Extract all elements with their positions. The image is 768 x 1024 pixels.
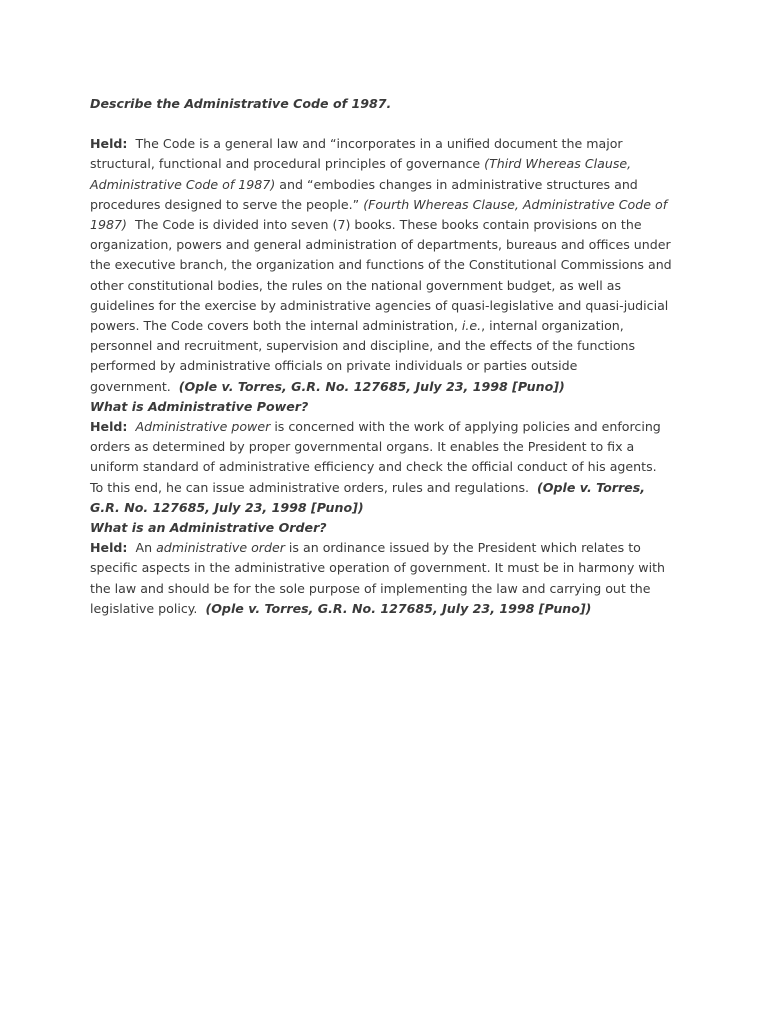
answer-2-text: To this end, he can issue administrative orders, rules and regulations. [90,479,530,495]
answer-1-line-4 [90,195,680,215]
answer-2-line-4 [90,478,680,498]
question-1-heading: Describe the Administrative Code of 1987. [90,96,392,111]
citation: (Fourth Whereas Clause, Administrative Code of [363,196,668,212]
held-label: Held: [90,419,128,435]
answer-2-line-3: uniform standard of administrative efficiency and check the official conduct of his agents. [90,459,657,475]
latin-abbrev: i.e. [461,318,482,334]
answer-3-text: legislative policy. [90,600,198,616]
case-citation: (Ople v. Torres, G.R. No. 127685, July 23, 1998 [Puno]) [205,600,592,616]
citation: Administrative Code of 1987) [90,176,276,192]
answer-1-line-12: performed by administrative officials on private individuals or parties outside [90,358,578,374]
defined-term: administrative order [156,540,285,556]
case-citation: (Ople v. Torres, G.R. No. 127685, July 23, 1998 [Puno]) [178,378,565,394]
answer-1-text: The Code is a general law and “incorporates in a unified document the major [135,136,623,152]
answer-1-text: structural, functional and procedural principles of governance [90,156,481,172]
answer-3-text: is an ordinance issued by the President which relates to [288,540,641,556]
paragraph-gap [90,114,680,134]
answer-1-text: The Code is divided into seven (7) books. These books contain provisions on the [134,217,642,233]
answer-2-line-5: G.R. No. 127685, July 23, 1998 [Puno]) [90,499,364,515]
answer-1-line-5 [90,215,680,235]
citation: (Third Whereas Clause, [484,156,632,172]
answer-1-line-7: the executive branch, the organization and functions of the Constitutional Commissions and [90,257,672,273]
answer-1-line-11: personnel and recruitment, supervision and discipline, and the effects of the functions [90,338,636,354]
answer-1-line-13 [90,377,680,397]
answer-1-line-9: guidelines for the exercise by administrative agencies of quasi-legislative and quasi-judicial [90,297,669,313]
held-label: Held: [90,136,128,152]
answer-1-text: , internal organization, [481,318,624,334]
answer-1-text: and “embodies changes in administrative structures and [279,176,638,192]
held-label: Held: [90,540,128,556]
document-page [90,94,680,619]
answer-1-line-1 [90,134,680,154]
answer-1-line-3 [90,175,680,195]
case-citation: (Ople v. Torres, [537,479,645,495]
answer-3-line-2: specific aspects in the administrative operation of government. It must be in harmony with [90,560,665,576]
answer-3-line-4 [90,599,680,619]
answer-1-line-2 [90,154,680,174]
answer-2-line-2: orders as determined by proper governmental organs. It enables the President to fix a [90,439,635,455]
answer-2-line-1 [90,417,680,437]
answer-3-line-1 [90,538,680,558]
answer-1-text: government. [90,378,171,394]
answer-3-line-3: the law and should be for the sole purpose of implementing the law and carrying out the [90,580,651,596]
answer-1-line-10 [90,316,680,336]
answer-1-line-6: organization, powers and general administration of departments, bureaus and offices under [90,237,671,253]
answer-1-line-8: other constitutional bodies, the rules on the national government budget, as well as [90,277,622,293]
answer-2-text: is concerned with the work of applying policies and enforcing [274,419,661,435]
question-3-heading: What is an Administrative Order? [90,520,327,536]
defined-term: Administrative power [135,419,271,435]
answer-1-text: procedures designed to serve the people.” [90,196,360,212]
answer-1-text: powers. The Code covers both the internal administration, [90,318,458,334]
citation: 1987) [90,217,127,233]
question-2-heading: What is Administrative Power? [90,398,309,414]
answer-3-text: An [135,540,153,556]
